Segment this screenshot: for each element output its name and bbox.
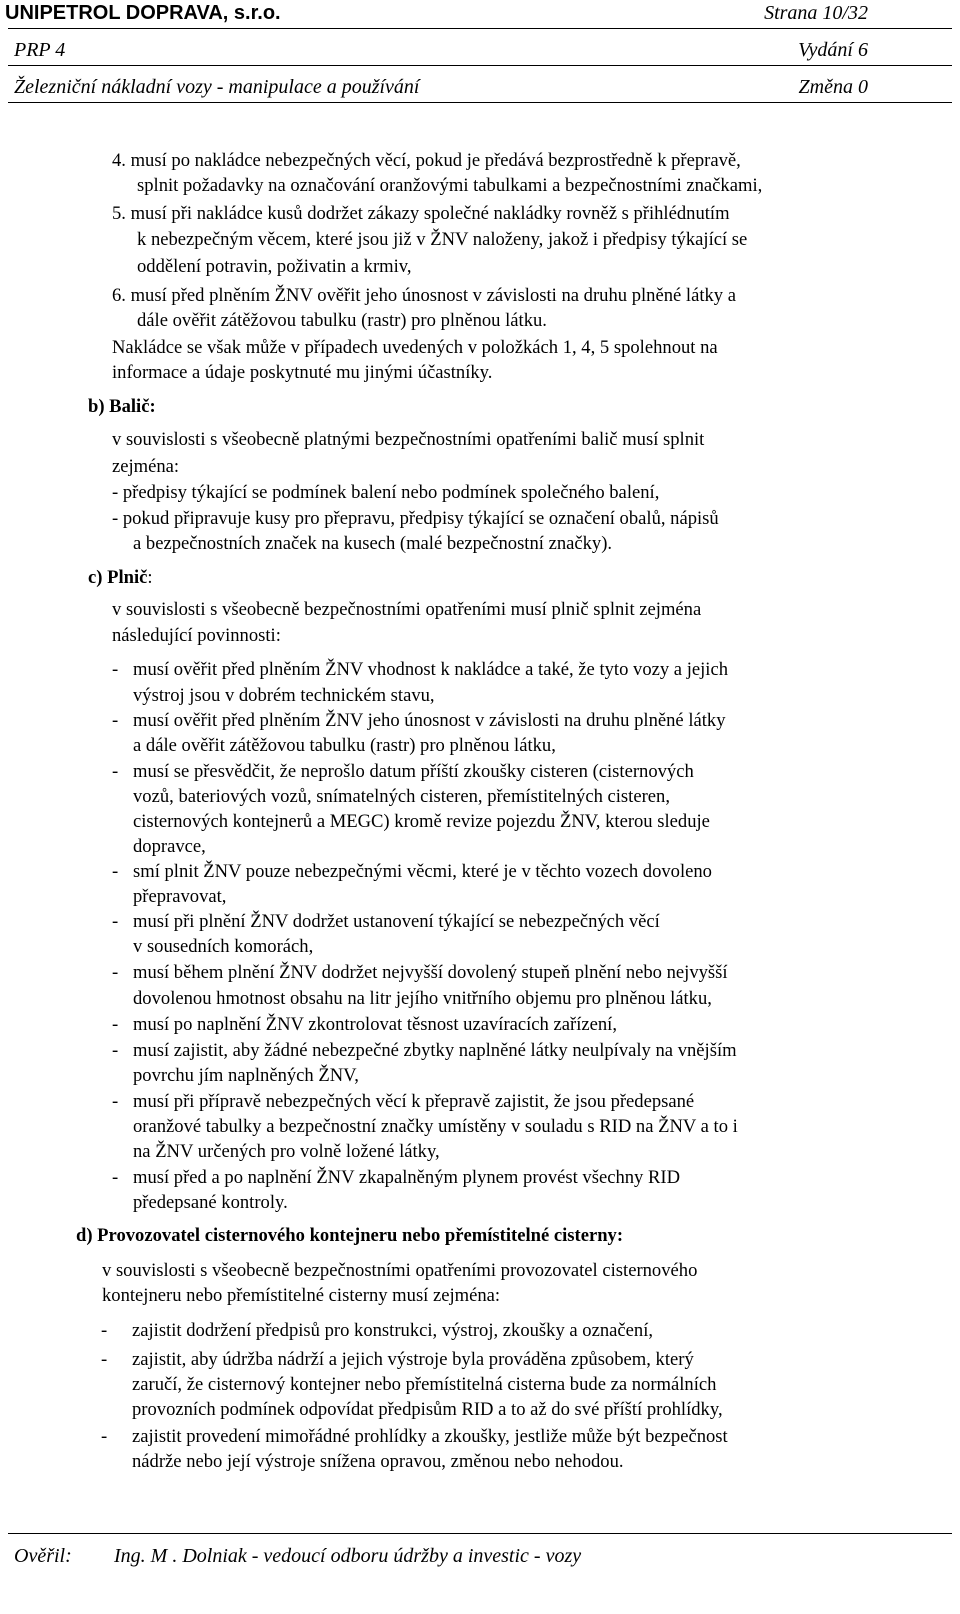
list-bullet-dash: - xyxy=(112,1091,119,1112)
list-item: musí po naplnění ŽNV zkontrolovat těsnost uzavíracích zařízení, xyxy=(133,1014,617,1035)
list-item: zajistit, aby údržba nádrží a jejich výstroje byla prováděna způsobem, který xyxy=(132,1349,694,1370)
list-item: zajistit dodržení předpisů pro konstrukci, výstroj, zkoušky a označení, xyxy=(132,1320,654,1341)
paragraph: v souvislosti s všeobecně bezpečnostními opatřeními musí plnič splnit zejména xyxy=(112,599,702,620)
list-bullet-dash: - xyxy=(112,911,119,932)
list-bullet-dash: - xyxy=(112,659,119,680)
paragraph: následující povinnosti: xyxy=(112,625,281,646)
list-item: - předpisy týkající se podmínek balení nebo podmínek společného balení, xyxy=(112,482,660,503)
list-item-cont: přepravovat, xyxy=(133,886,227,907)
list-item: smí plnit ŽNV pouze nebezpečnými věcmi, které je v těchto vozech dovoleno xyxy=(133,861,712,882)
document-code: PRP 4 xyxy=(14,39,66,61)
list-item-5-cont: oddělení potravin, poživatin a krmiv, xyxy=(137,256,412,277)
paragraph: zejména: xyxy=(112,456,180,477)
list-item-cont: vozů, bateriových vozů, snímatelných cisteren, přemístitelných cisteren, xyxy=(133,786,670,807)
header-divider xyxy=(8,102,952,103)
list-bullet-dash: - xyxy=(101,1349,108,1370)
list-bullet-dash: - xyxy=(112,1014,119,1035)
section-heading-plnic xyxy=(88,565,153,591)
list-item: musí ověřit před plněním ŽNV vhodnost k nakládce a také, že tyto vozy a jejich xyxy=(133,659,729,680)
header-divider xyxy=(8,65,952,66)
edition-number: Vydání 6 xyxy=(798,39,868,61)
paragraph: kontejneru nebo přemístitelné cisterny musí zejména: xyxy=(102,1285,501,1306)
list-item-cont: povrchu jím naplněných ŽNV, xyxy=(133,1065,359,1086)
list-item-6: 6. musí před plněním ŽNV ověřit jeho únosnost v závislosti na druhu plněné látky a xyxy=(112,285,736,306)
list-item-cont: zaručí, že cisternový kontejner nebo přemístitelná cisterna bude za normálních xyxy=(132,1374,717,1395)
list-item: musí ověřit před plněním ŽNV jeho únosnost v závislosti na druhu plněné látky xyxy=(133,710,726,731)
list-bullet-dash: - xyxy=(112,962,119,983)
list-item-cont: a bezpečnostních značek na kusech (malé bezpečnostní značky). xyxy=(133,533,613,554)
list-item-6-cont: dále ověřit zátěžovou tabulku (rastr) pro plněnou látku. xyxy=(137,310,547,331)
list-item: musí před a po naplnění ŽNV zkapalněným plynem provést všechny RID xyxy=(133,1167,681,1188)
paragraph: v souvislosti s všeobecně bezpečnostními opatřeními provozovatel cisternového xyxy=(102,1260,698,1281)
document-subject: Železniční nákladní vozy - manipulace a používání xyxy=(14,76,420,98)
section-heading-balic: b) Balič: xyxy=(88,396,156,417)
list-bullet-dash: - xyxy=(112,710,119,731)
paragraph: v souvislosti s všeobecně platnými bezpečnostními opatřeními balič musí splnit xyxy=(112,429,705,450)
nakladce-note: Nakládce se však může v případech uvedených v položkách 1, 4, 5 spolehnout na xyxy=(112,337,718,358)
list-item-cont: cisternových kontejnerů a MEGC) kromě revize pojezdu ŽNV, kterou sleduje xyxy=(133,811,710,832)
nakladce-note-cont: informace a údaje poskytnuté mu jinými účastníky. xyxy=(112,362,493,383)
list-item: zajistit provedení mimořádné prohlídky a zkoušky, jestliže může být bezpečnost xyxy=(132,1426,728,1447)
list-item: musí při plnění ŽNV dodržet ustanovení týkající se nebezpečných věcí xyxy=(133,911,660,932)
list-item-cont: oranžové tabulky a bezpečnostní značky umístěny v souladu s RID na ŽNV a to i xyxy=(133,1116,738,1137)
list-bullet-dash: - xyxy=(112,1040,119,1061)
list-item-5: 5. musí při nakládce kusů dodržet zákazy společné nakládky rovněž s přihlédnutím xyxy=(112,203,730,224)
change-number: Změna 0 xyxy=(798,76,868,98)
list-bullet-dash: - xyxy=(112,861,119,882)
section-heading-text: c) Plnič xyxy=(88,567,148,588)
section-heading-provozovatel: d) Provozovatel cisternového kontejneru nebo přemístitelné cisterny: xyxy=(76,1225,624,1246)
list-item-5-cont: k nebezpečným věcem, které jsou již v ŽNV naloženy, jakož i předpisy týkající se xyxy=(137,229,748,250)
list-item: musí při přípravě nebezpečných věcí k přepravě zajistit, že jsou předepsané xyxy=(133,1091,695,1112)
footer-label: Ověřil: xyxy=(14,1545,72,1567)
section-heading-colon: : xyxy=(147,567,153,588)
list-item: - pokud připravuje kusy pro přepravu, předpisy týkající se označení obalů, nápisů xyxy=(112,508,719,529)
page-number: Strana 10/32 xyxy=(764,2,868,24)
list-bullet-dash: - xyxy=(112,1167,119,1188)
list-item-cont: předepsané kontroly. xyxy=(133,1192,288,1213)
footer-divider xyxy=(8,1533,952,1534)
header-divider xyxy=(8,28,952,29)
list-item-4: 4. musí po nakládce nebezpečných věcí, pokud je předává bezprostředně k přepravě, xyxy=(112,150,741,171)
list-item: musí se přesvědčit, že neprošlo datum příští zkoušky cisteren (cisternových xyxy=(133,761,694,782)
list-item-cont: dovolenou hmotnost obsahu na litr jejího vnitřního objemu pro plněnou látku, xyxy=(133,988,712,1009)
list-item: musí zajistit, aby žádné nebezpečné zbytky naplněné látky neulpívaly na vnějším xyxy=(133,1040,737,1061)
list-item-cont: výstroj jsou v dobrém technickém stavu, xyxy=(133,685,435,706)
list-item-cont: provozních podmínek odpovídat předpisům RID a to až do své příští prohlídky, xyxy=(132,1399,723,1420)
list-item-cont: v sousedních komorách, xyxy=(133,936,314,957)
list-item-cont: na ŽNV určených pro volně ložené látky, xyxy=(133,1141,440,1162)
footer-verifier: Ing. M . Dolniak - vedoucí odboru údržby a investic - vozy xyxy=(114,1545,582,1567)
list-bullet-dash: - xyxy=(112,761,119,782)
list-item-4-cont: splnit požadavky na označování oranžovými tabulkami a bezpečnostními značkami, xyxy=(137,175,763,196)
list-item: musí během plnění ŽNV dodržet nejvyšší dovolený stupeň plnění nebo nejvyšší xyxy=(133,962,728,983)
list-bullet-dash: - xyxy=(101,1320,108,1341)
list-bullet-dash: - xyxy=(101,1426,108,1447)
list-item-cont: a dále ověřit zátěžovou tabulku (rastr) pro plněnou látku, xyxy=(133,735,556,756)
list-item-cont: dopravce, xyxy=(133,836,206,857)
company-name: UNIPETROL DOPRAVA, s.r.o. xyxy=(5,2,281,24)
list-item-cont: nádrže nebo její výstroje snížena opravou, změnou nebo nehodou. xyxy=(132,1451,624,1472)
